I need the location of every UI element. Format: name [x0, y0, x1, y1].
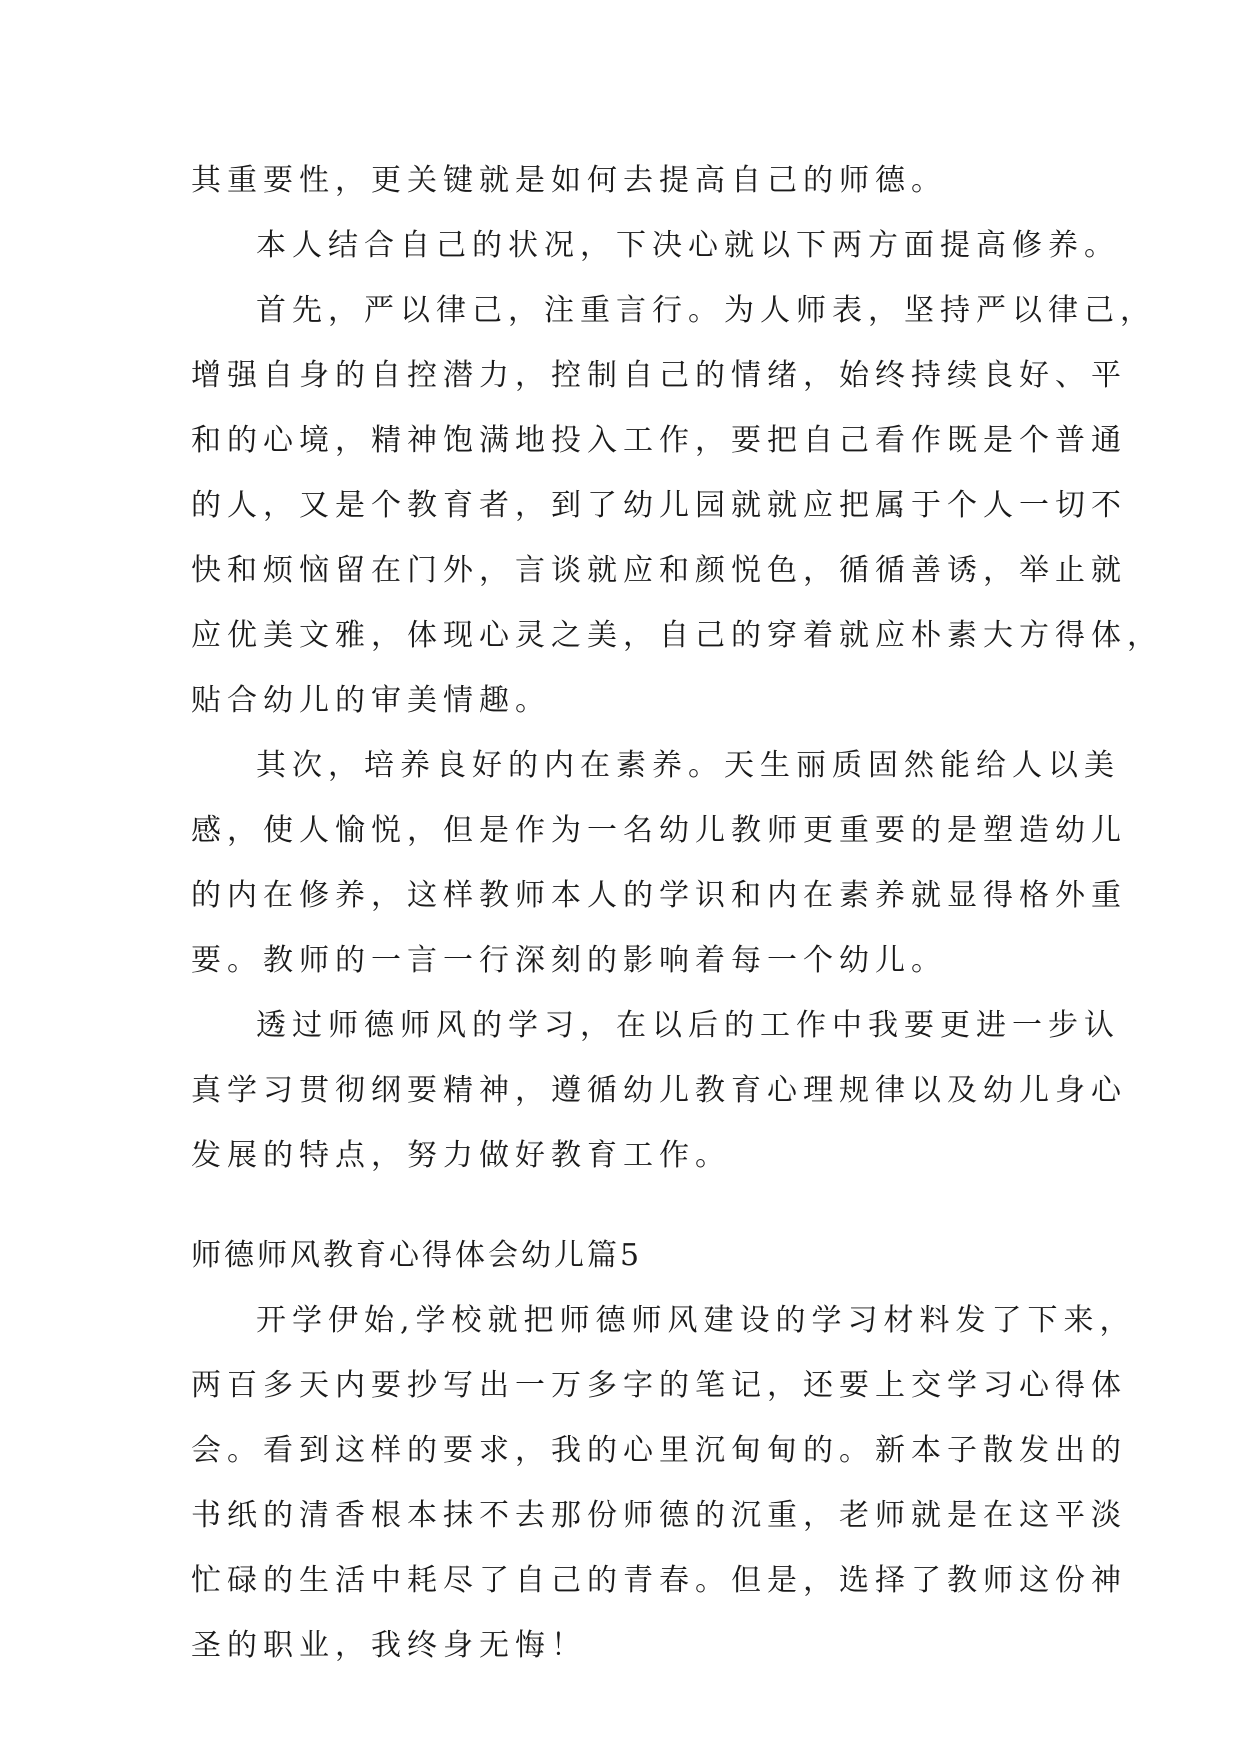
paragraph-line: 感，使人愉悦，但是作为一名幼儿教师更重要的是塑造幼儿	[191, 813, 1127, 848]
paragraph-line: 应优美文雅，体现心灵之美，自己的穿着就应朴素大方得体，	[191, 618, 1163, 653]
paragraph-line: 书纸的清香根本抹不去那份师德的沉重，老师就是在这平淡	[191, 1498, 1127, 1533]
paragraph-line: 圣的职业，我终身无悔！	[191, 1628, 587, 1663]
paragraph-line: 其次，培养良好的内在素养。天生丽质固然能给人以美	[256, 748, 1120, 783]
paragraph-line: 快和烦恼留在门外，言谈就应和颜悦色，循循善诱，举止就	[191, 553, 1127, 588]
paragraph-line: 和的心境，精神饱满地投入工作，要把自己看作既是个普通	[191, 423, 1127, 458]
paragraph-line: 增强自身的自控潜力，控制自己的情绪，始终持续良好、平	[191, 358, 1127, 393]
paragraph-line: 的内在修养，这样教师本人的学识和内在素养就显得格外重	[191, 878, 1127, 913]
paragraph-line: 的人，又是个教育者，到了幼儿园就就应把属于个人一切不	[191, 488, 1127, 523]
paragraph-line: 发展的特点，努力做好教育工作。	[191, 1138, 731, 1173]
paragraph-line: 要。教师的一言一行深刻的影响着每一个幼儿。	[191, 943, 947, 978]
paragraph-line: 本人结合自己的状况，下决心就以下两方面提高修养。	[256, 228, 1120, 263]
paragraph-line: 会。看到这样的要求，我的心里沉甸甸的。新本子散发出的	[191, 1433, 1127, 1468]
paragraph-line: 忙碌的生活中耗尽了自己的青春。但是，选择了教师这份神	[191, 1563, 1127, 1598]
paragraph-line: 首先，严以律己，注重言行。为人师表，坚持严以律己，	[256, 293, 1156, 328]
paragraph-line: 开学伊始,学校就把师德师风建设的学习材料发了下来，	[256, 1303, 1136, 1338]
section-heading: 师德师风教育心得体会幼儿篇5	[191, 1238, 643, 1273]
paragraph-line: 贴合幼儿的审美情趣。	[191, 683, 551, 718]
paragraph-line: 其重要性，更关键就是如何去提高自己的师德。	[191, 163, 947, 198]
paragraph-line: 透过师德师风的学习，在以后的工作中我要更进一步认	[256, 1008, 1120, 1043]
paragraph-line: 真学习贯彻纲要精神，遵循幼儿教育心理规律以及幼儿身心	[191, 1073, 1127, 1108]
paragraph-line: 两百多天内要抄写出一万多字的笔记，还要上交学习心得体	[191, 1368, 1127, 1403]
